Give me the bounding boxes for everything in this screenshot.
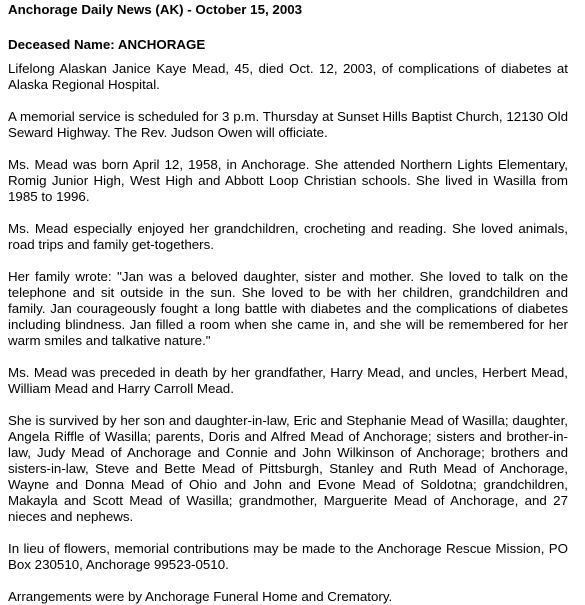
paragraph-memorial-contributions: In lieu of flowers, memorial contributions may be made to the Anchorage Rescue Mission, PO Box 230510, Anchorage 99523-0510. — [8, 541, 568, 572]
paragraph-death-notice: Lifelong Alaskan Janice Kaye Mead, 45, died Oct. 12, 2003, of complications of diabetes at Alaska Regional Hospital. — [8, 61, 568, 92]
paragraph-family-quote: Her family wrote: "Jan was a beloved daughter, sister and mother. She loved to talk on the telephone and sit outside in the sun. She loved to be with her children, grandchildren and family. Jan courageously fought a long battle with diabetes and the complications of diabetes including blindness. Jan filled a room when she came in, and she will be remembered for her warm smiles and talkative nature." — [8, 269, 568, 348]
paragraph-memorial-service: A memorial service is scheduled for 3 p.m. Thursday at Sunset Hills Baptist Church, 12130 Old Seward Highway. The Rev. Judson Owen will officiate. — [8, 109, 568, 140]
paragraph-preceded-in-death: Ms. Mead was preceded in death by her grandfather, Harry Mead, and uncles, Herbert Mead, William Mead and Harry Carroll Mead. — [8, 365, 568, 396]
paragraph-interests: Ms. Mead especially enjoyed her grandchildren, crocheting and reading. She loved animals, road trips and family get-togethers. — [8, 221, 568, 252]
paragraph-biography: Ms. Mead was born April 12, 1958, in Anchorage. She attended Northern Lights Elementary, Romig Junior High, West High and Abbott Loop Christian schools. She lived in Wasilla from 1985 to 1996. — [8, 157, 568, 204]
paragraph-survivors: She is survived by her son and daughter-in-law, Eric and Stephanie Mead of Wasilla; daughter, Angela Riffle of Wasilla; parents, Doris and Alfred Mead of Anchorage; sisters and brother-in-law, Judy Mead of Anchorage and Connie and John Wilkinson of Anchorage; brothers and sisters-in-law, Steve and Bette Mead of Pittsburgh, Stanley and Ruth Mead of Anchorage, Wayne and Donna Mead of Ohio and John and Evone Mead of Soldotna; grandchildren, Makayla and Scott Mead of Wasilla; grandmother, Marguerite Mead of Anchorage, and 27 nieces and nephews. — [8, 413, 568, 524]
source-line: Anchorage Daily News (AK) - October 15, 2003 — [8, 2, 303, 17]
paragraph-arrangements: Arrangements were by Anchorage Funeral Home and Crematory. — [8, 589, 393, 604]
deceased-name-line: Deceased Name: ANCHORAGE — [8, 37, 206, 52]
